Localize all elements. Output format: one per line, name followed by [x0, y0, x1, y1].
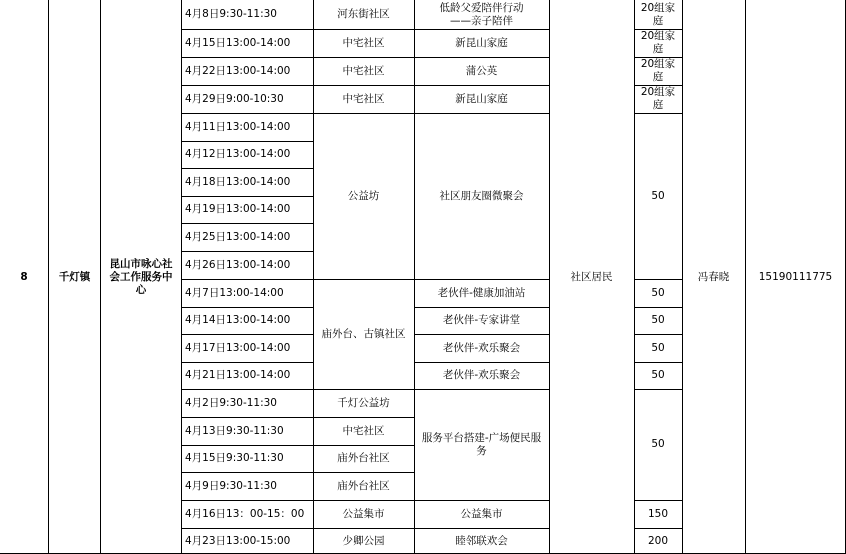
time-cell: 4月9日9:30-11:30 [185, 479, 277, 492]
row-number: 8 [20, 270, 28, 283]
grid-line [414, 279, 549, 280]
time-cell: 4月11日13:00-14:00 [185, 120, 291, 133]
grid-line [100, 0, 101, 554]
time-cell: 4月12日13:00-14:00 [185, 148, 291, 160]
participants-cell: 50 [651, 341, 665, 354]
grid-line [414, 528, 549, 529]
location-cell: 庙外台社区 [337, 452, 390, 464]
grid-line [634, 279, 682, 280]
grid-line [414, 362, 549, 363]
activity-cell: 蒲公英 [465, 64, 498, 77]
participants-cell: 20组家庭 [640, 30, 676, 55]
grid-line [313, 389, 414, 390]
participants-cell: 50 [651, 286, 665, 299]
activity-cell: 低龄父爱陪伴行动——亲子陪伴 [439, 1, 524, 27]
time-cell: 4月17日13:00-14:00 [185, 341, 291, 354]
participants-cell: 20组家庭 [640, 58, 676, 83]
grid-line [181, 362, 313, 363]
time-cell: 4月16日13：00-15：00 [185, 507, 305, 520]
grid-line [181, 196, 313, 197]
time-cell: 4月13日9:30-11:30 [185, 424, 284, 437]
time-cell: 4月2日9:30-11:30 [185, 396, 277, 409]
participants-cell: 50 [651, 438, 665, 450]
location-cell: 庙外台社区 [337, 479, 390, 492]
grid-line [181, 307, 313, 308]
grid-line [313, 445, 414, 446]
grid-line [181, 141, 313, 142]
location-cell: 庙外台、古镇社区 [321, 327, 406, 340]
grid-line [549, 0, 550, 554]
contact-name-cell: 冯春晓 [697, 270, 730, 283]
time-cell: 4月15日13:00-14:00 [185, 36, 291, 49]
grid-line [634, 0, 635, 554]
grid-line [414, 57, 549, 58]
location-cell: 中宅社区 [342, 64, 385, 77]
grid-line [181, 29, 313, 30]
grid-line [181, 445, 313, 446]
activity-cell: 新昆山家庭 [455, 92, 508, 105]
time-cell: 4月8日9:30-11:30 [185, 8, 277, 20]
location-cell: 公益集市 [342, 507, 385, 520]
time-cell: 4月18日13:00-14:00 [185, 175, 291, 188]
town-cell: 千灯镇 [58, 270, 91, 283]
grid-line [181, 279, 313, 280]
grid-line [181, 389, 313, 390]
time-cell: 4月7日13:00-14:00 [185, 286, 284, 299]
grid-line [682, 0, 683, 554]
grid-line [634, 362, 682, 363]
grid-line [634, 113, 682, 114]
grid-line [313, 113, 414, 114]
location-cell: 少卿公园 [342, 534, 385, 547]
activity-cell: 老伙伴-健康加油站 [437, 286, 526, 299]
grid-line [181, 168, 313, 169]
grid-line [181, 85, 313, 86]
activity-cell: 老伙伴-欢乐聚会 [442, 341, 521, 354]
grid-line [181, 57, 313, 58]
time-cell: 4月19日13:00-14:00 [185, 203, 291, 215]
grid-line [634, 57, 682, 58]
participants-cell: 50 [651, 314, 665, 326]
grid-line [313, 85, 414, 86]
grid-line [48, 0, 49, 554]
participants-cell: 150 [647, 507, 669, 520]
participants-cell: 50 [651, 189, 665, 202]
grid-line [313, 528, 414, 529]
grid-line [181, 334, 313, 335]
time-cell: 4月29日9:00-10:30 [185, 92, 284, 105]
activity-cell: 服务平台搭建-广场便民服务 [421, 431, 542, 457]
grid-line [181, 472, 313, 473]
grid-line [414, 500, 549, 501]
grid-line [634, 334, 682, 335]
grid-line [181, 0, 182, 554]
grid-line [181, 113, 313, 114]
location-cell: 中宅社区 [342, 424, 385, 437]
grid-line [634, 500, 682, 501]
grid-line [745, 0, 746, 554]
grid-line [313, 417, 414, 418]
location-cell: 中宅社区 [342, 92, 385, 105]
grid-line [414, 29, 549, 30]
grid-line [634, 528, 682, 529]
location-cell: 河东街社区 [337, 8, 390, 20]
grid-line [634, 85, 682, 86]
grid-line [181, 223, 313, 224]
grid-line [414, 389, 549, 390]
activity-cell: 睦邻联欢会 [455, 534, 508, 547]
time-cell: 4月21日13:00-14:00 [185, 369, 291, 381]
grid-line [181, 528, 313, 529]
grid-line [414, 307, 549, 308]
activity-cell: 老伙伴-欢乐聚会 [442, 369, 521, 381]
participants-cell: 20组家庭 [640, 86, 676, 111]
time-cell: 4月15日9:30-11:30 [185, 452, 284, 464]
activity-cell: 老伙伴-专家讲堂 [442, 314, 521, 326]
grid-line [414, 334, 549, 335]
activity-cell: 社区朋友圈微聚会 [439, 189, 524, 202]
grid-line [313, 29, 414, 30]
time-cell: 4月26日13:00-14:00 [185, 258, 291, 271]
grid-line [313, 0, 314, 554]
time-cell: 4月25日13:00-14:00 [185, 230, 291, 243]
organizer-cell: 昆山市咏心社会工作服务中心 [109, 257, 173, 296]
location-cell: 中宅社区 [342, 36, 385, 49]
time-cell: 4月22日13:00-14:00 [185, 64, 291, 77]
grid-line [634, 29, 682, 30]
grid-line [414, 113, 549, 114]
time-cell: 4月14日13:00-14:00 [185, 314, 291, 326]
grid-line [181, 251, 313, 252]
grid-line [313, 472, 414, 473]
grid-line [634, 389, 682, 390]
participants-cell: 20组家庭 [640, 1, 676, 27]
contact-phone-cell: 15190111775 [758, 270, 833, 283]
participants-cell: 200 [647, 534, 669, 547]
grid-line [313, 500, 414, 501]
activity-cell: 公益集市 [460, 507, 503, 520]
grid-line [414, 85, 549, 86]
target-group-cell: 社区居民 [570, 270, 613, 283]
grid-line [181, 500, 313, 501]
grid-line [181, 417, 313, 418]
location-cell: 千灯公益坊 [337, 396, 390, 409]
location-cell: 公益坊 [347, 189, 380, 202]
grid-line [313, 279, 414, 280]
participants-cell: 50 [651, 369, 665, 381]
grid-line [313, 57, 414, 58]
activity-cell: 新昆山家庭 [455, 36, 508, 49]
time-cell: 4月23日13:00-15:00 [185, 534, 291, 547]
grid-line [414, 0, 415, 554]
grid-line [634, 307, 682, 308]
